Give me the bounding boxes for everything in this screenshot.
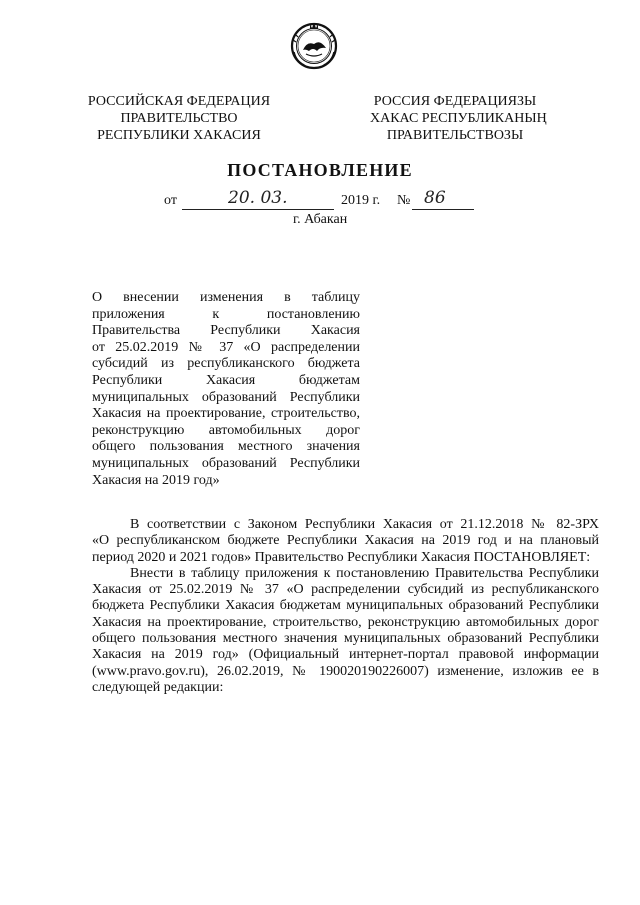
subject-line: Республики Хакасия бюджетам [92,372,360,388]
body-line: Хакасия на проектирование, строительство, реконструкцию автомобильных дорог [92,614,599,630]
number-label: № [397,193,411,208]
body-line: В соответствии с Законом Республики Хакасия от 21.12.2018 № 82-ЗРХ [130,517,599,532]
body-line: (www.pravo.gov.ru), 26.02.2019, № 190020190226007) изменение, изложив ее в [92,663,599,679]
subject-line: субсидий из республиканского бюджета [92,356,360,372]
header-right-line-2: ХАКАС РЕСПУБЛИКАНЫҢ [370,111,547,126]
document-title: ПОСТАНОВЛЕНИЕ [227,160,413,180]
number-underline [412,209,474,210]
header-right-line-1: РОССИЯ ФЕДЕРАЦИЯЗЫ [373,94,537,109]
header-left [84,93,274,144]
coat-of-arms-emblem [289,20,339,70]
subject-line: Хакасия на проектирование, строительство, [92,406,360,422]
subject-line: муниципальных образований Республики [92,455,360,471]
header-left-line-1: РОССИЙСКАЯ ФЕДЕРАЦИЯ [87,94,271,109]
subject-line: от 25.02.2019 № 37 «О распределении [92,339,360,355]
year-label: 2019 г. [341,193,381,208]
body-line: бюджета Республики Хакасия бюджетам муниципальных образований Республики [92,598,599,614]
subject-line: реконструкцию автомобильных дорог [92,422,360,438]
header-left-line-3: РЕСПУБЛИКИ ХАКАСИЯ [97,128,261,143]
from-label: от [164,193,177,208]
subject-line: муниципальных образований Республики [92,389,360,405]
date-number-line [0,188,640,213]
subject-line: приложения к постановлению [92,306,360,322]
subject-line: О внесении изменения в таблицу [92,290,360,305]
body-line: период 2020 и 2021 годов» Правительство Республики Хакасия ПОСТАНОВЛЯЕТ: [92,549,591,565]
handwritten-date: 20. 03. [228,188,288,208]
body-line: Хакасия от 25.02.2019 № 37 «О распределении субсидий из республиканского [92,582,599,598]
body-text [92,517,599,696]
body-line: Хакасия на 2019 год» (Официальный интернет-портал правовой информации [92,647,599,663]
body-line: следующей редакции: [92,679,224,695]
body-line: Внести в таблицу приложения к постановлению Правительства Республики [130,565,599,581]
body-line: общего пользования местного значения муниципальных образований Республики [92,631,599,647]
city-label: г. Абакан [293,212,348,227]
body-line: «О республиканском бюджете Республики Хакасия на 2019 год и на плановый [92,533,599,549]
subject-line: общего пользования местного значения [92,439,360,455]
header-left-line-2: ПРАВИТЕЛЬСТВО [120,111,238,126]
subject-line: Правительства Республики Хакасия [92,323,360,339]
handwritten-number: 86 [424,188,446,208]
header-right [370,93,547,144]
date-underline [182,209,334,210]
subject-line: Хакасия на 2019 год» [92,472,220,488]
header-right-line-3: ПРАВИТЕЛЬСТВОЗЫ [386,128,524,143]
subject-block [92,290,360,489]
